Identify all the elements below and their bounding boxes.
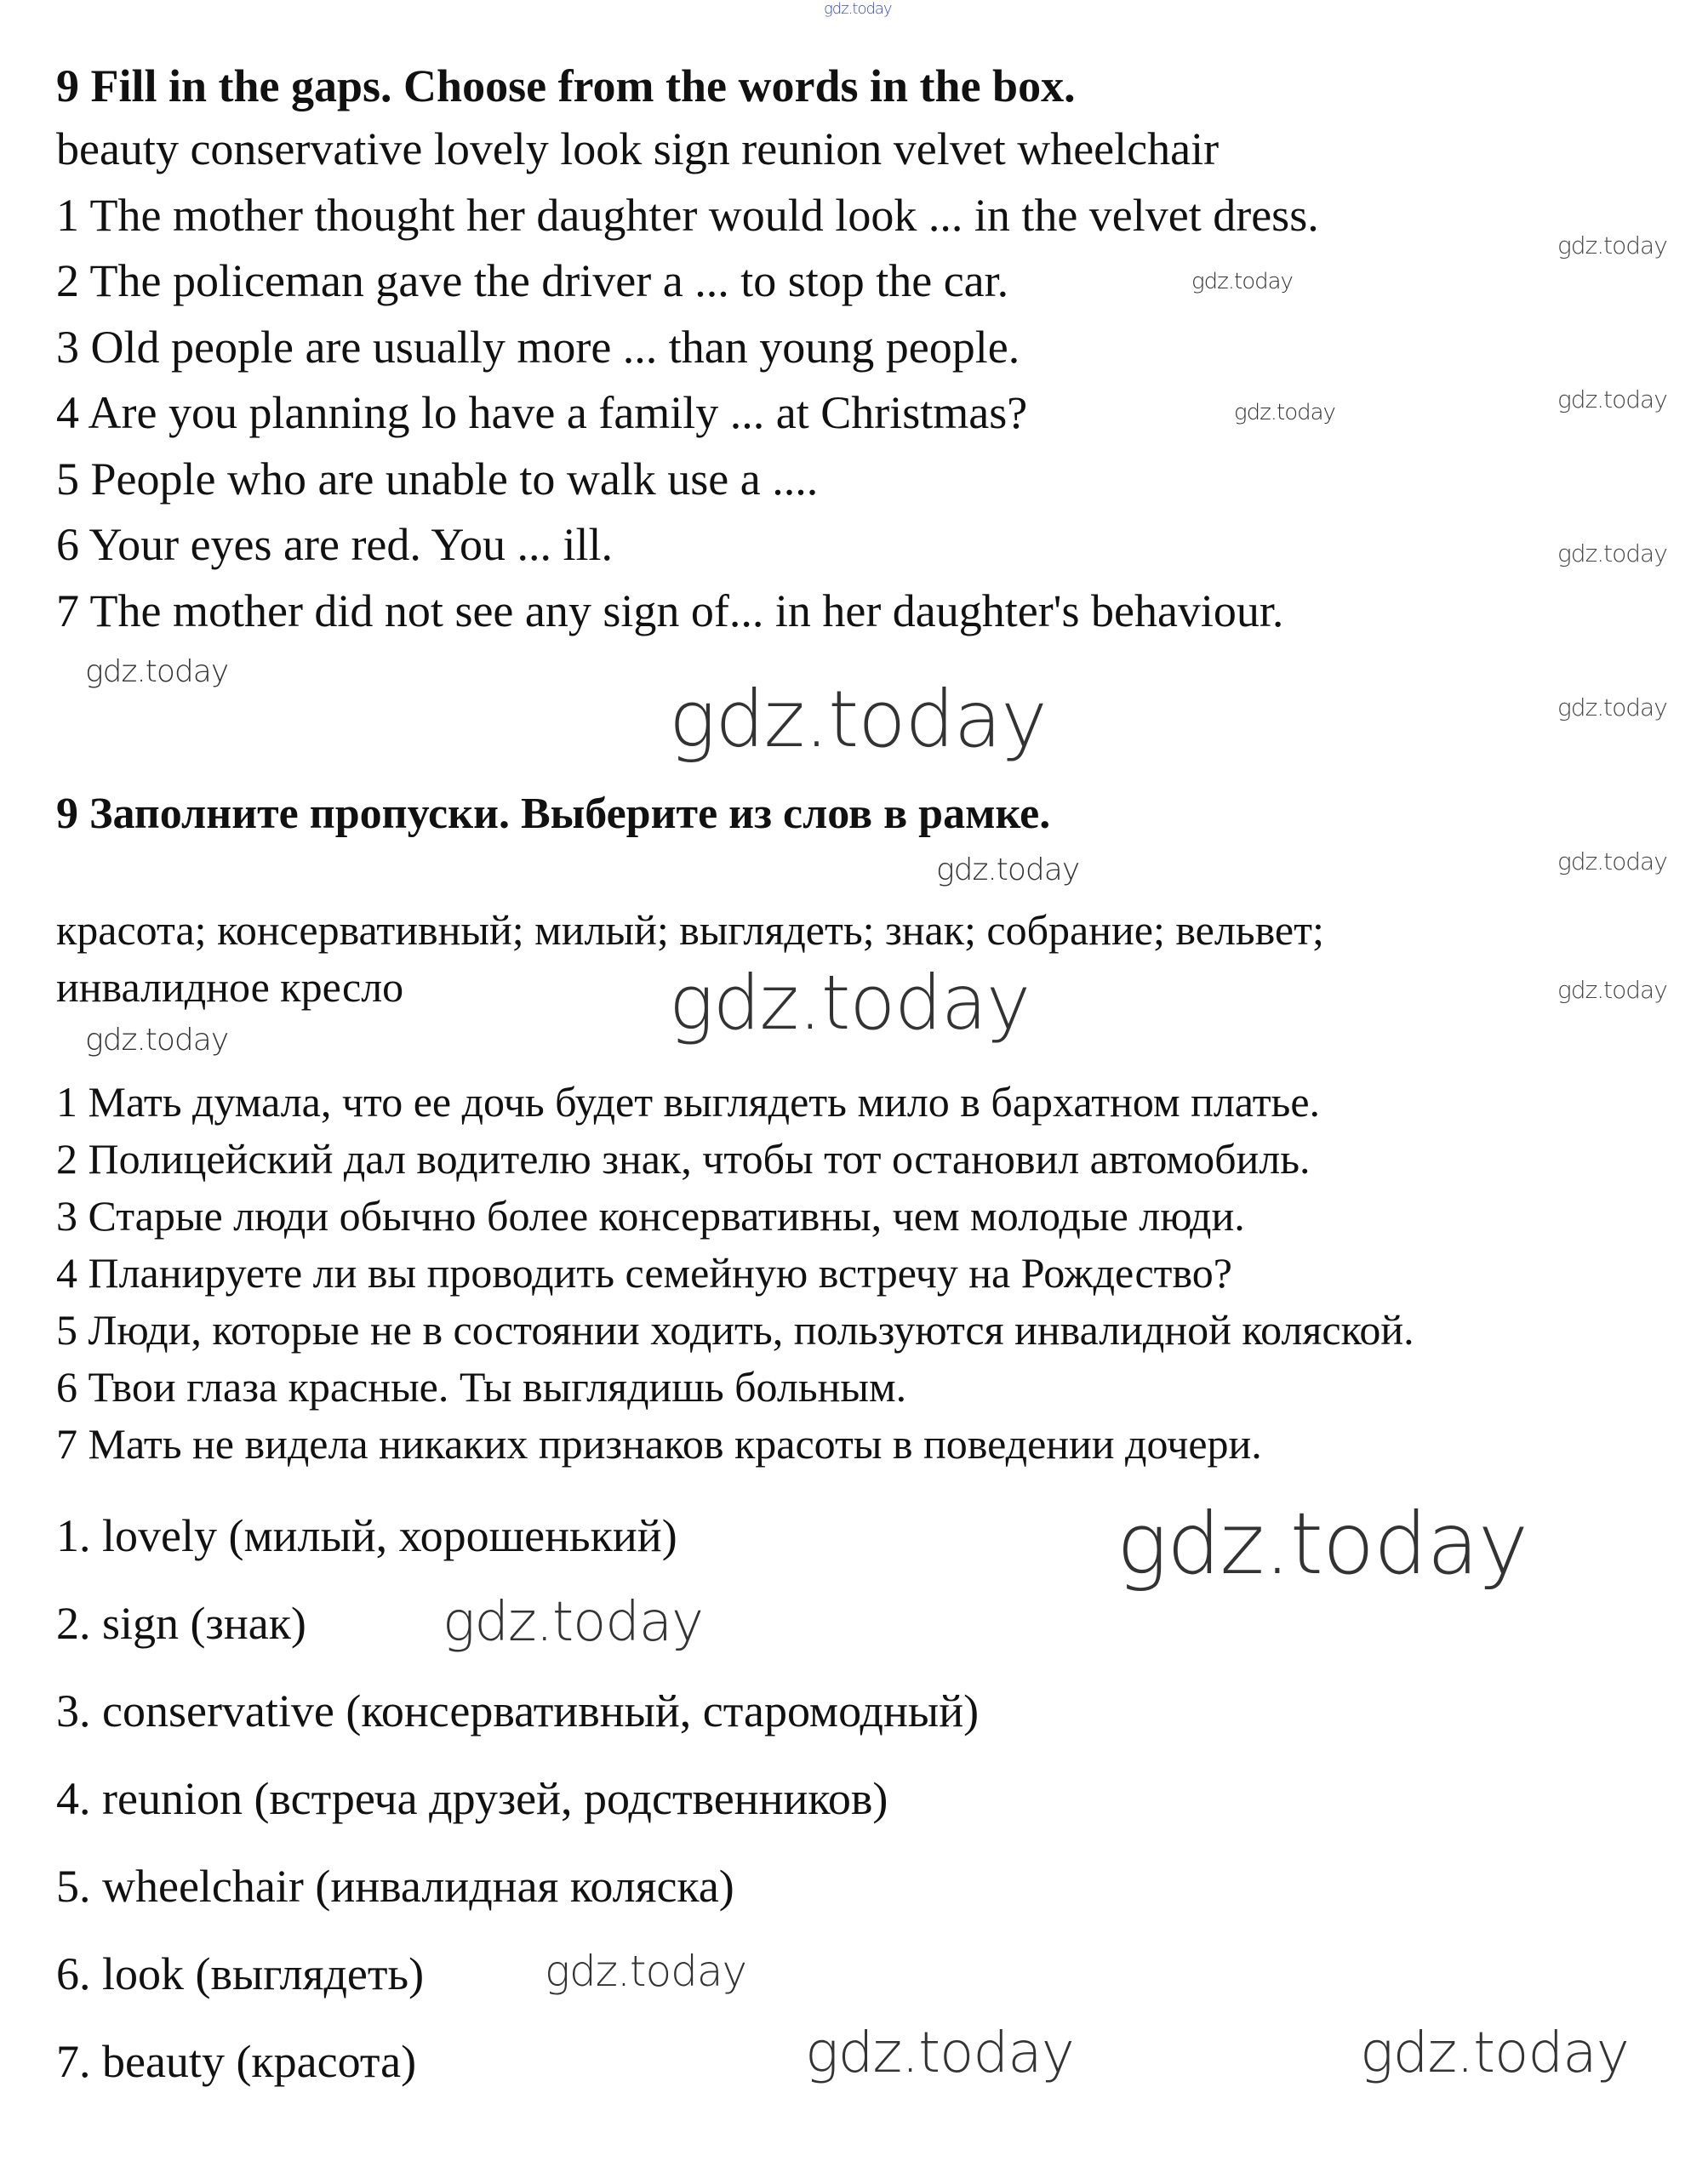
sentence: 5 Люди, которые не в состоянии ходить, пользуются инвалидной коляской. (56, 1306, 1414, 1354)
answer: 3. conservative (консервативный, старомодный) (56, 1685, 980, 1736)
watermark: gdz.today (1557, 385, 1667, 413)
answer: 5. wheelchair (инвалидная коляска) (56, 1861, 734, 1912)
watermark: gdz.today (1234, 400, 1335, 425)
watermark: gdz.today (85, 1023, 229, 1058)
answer: 6. look (выглядеть) (56, 1948, 425, 1999)
sentence: 1 The mother thought her daughter would look ... in the velvet dress. (56, 189, 1319, 241)
watermark: gdz.today (443, 1591, 703, 1654)
answer: 7. beauty (красота) (56, 2036, 417, 2087)
sentence: 3 Старые люди обычно более консервативны, чем молодые люди. (56, 1192, 1245, 1240)
sentence: 7 Мать не видела никаких признаков красоты в поведении дочери. (56, 1420, 1262, 1468)
sentence: 4 Are you planning lo have a family ... at Christmas? (56, 387, 1028, 438)
watermark: gdz.today (1557, 231, 1667, 259)
sentence: 2 Полицейский дал водителю знак, чтобы тот остановил автомобиль. (56, 1135, 1311, 1183)
watermark: gdz.today (1557, 539, 1667, 567)
watermark: gdz.today (1191, 269, 1293, 294)
answers-list (56, 1492, 979, 2106)
exercise-body (56, 117, 1319, 644)
sentence: 6 Your eyes are red. You ... ill. (56, 519, 613, 570)
watermark: gdz.today (669, 959, 1031, 1046)
answer: 4. reunion (встреча друзей, родственников) (56, 1773, 888, 1824)
answer: 1. lovely (милый, хорошенький) (56, 1510, 677, 1561)
sentence: 5 People who are unable to walk use a .... (56, 453, 819, 505)
sentence: 1 Мать думала, что ее дочь будет выглядеть мило в бархатном платье. (56, 1078, 1321, 1126)
watermark: gdz.today (1557, 693, 1667, 721)
word-box-line: инвалидное кресло (56, 963, 404, 1011)
watermark: gdz.today (669, 674, 1047, 765)
word-box-line: красота; консервативный; милый; выглядеть; знак; собрание; вельвет; (56, 906, 1324, 954)
sentence: 2 The policeman gave the driver a ... to stop the car. (56, 255, 1009, 306)
answer: 2. sign (знак) (56, 1598, 306, 1649)
watermark: gdz.today (85, 654, 229, 689)
translation-sentences (56, 1074, 1414, 1473)
sentence: 4 Планируете ли вы проводить семейную встречу на Рождество? (56, 1249, 1232, 1297)
sentence: 3 Old people are usually more ... than young people. (56, 321, 1020, 373)
watermark: gdz.today (1557, 847, 1667, 875)
exercise-heading: 9 Fill in the gaps. Choose from the words in the box. (56, 60, 1076, 111)
watermark: gdz.today (1557, 976, 1667, 1004)
watermark-top: gdz.today (824, 0, 892, 18)
watermark: gdz.today (805, 2020, 1074, 2085)
watermark: gdz.today (936, 853, 1080, 887)
translation-heading: 9 Заполните пропуски. Выберите из слов в рамке. (56, 790, 1051, 838)
sentence: 7 The mother did not see any sign of... in her daughter's behaviour. (56, 584, 1284, 636)
watermark: gdz.today (545, 1947, 747, 1996)
sentence: 6 Твои глаза красные. Ты выглядишь больным. (56, 1363, 907, 1411)
watermark: gdz.today (1117, 1494, 1528, 1594)
watermark: gdz.today (1360, 2020, 1629, 2085)
word-box: beauty conservative lovely look sign reunion velvet wheelchair (56, 123, 1220, 174)
